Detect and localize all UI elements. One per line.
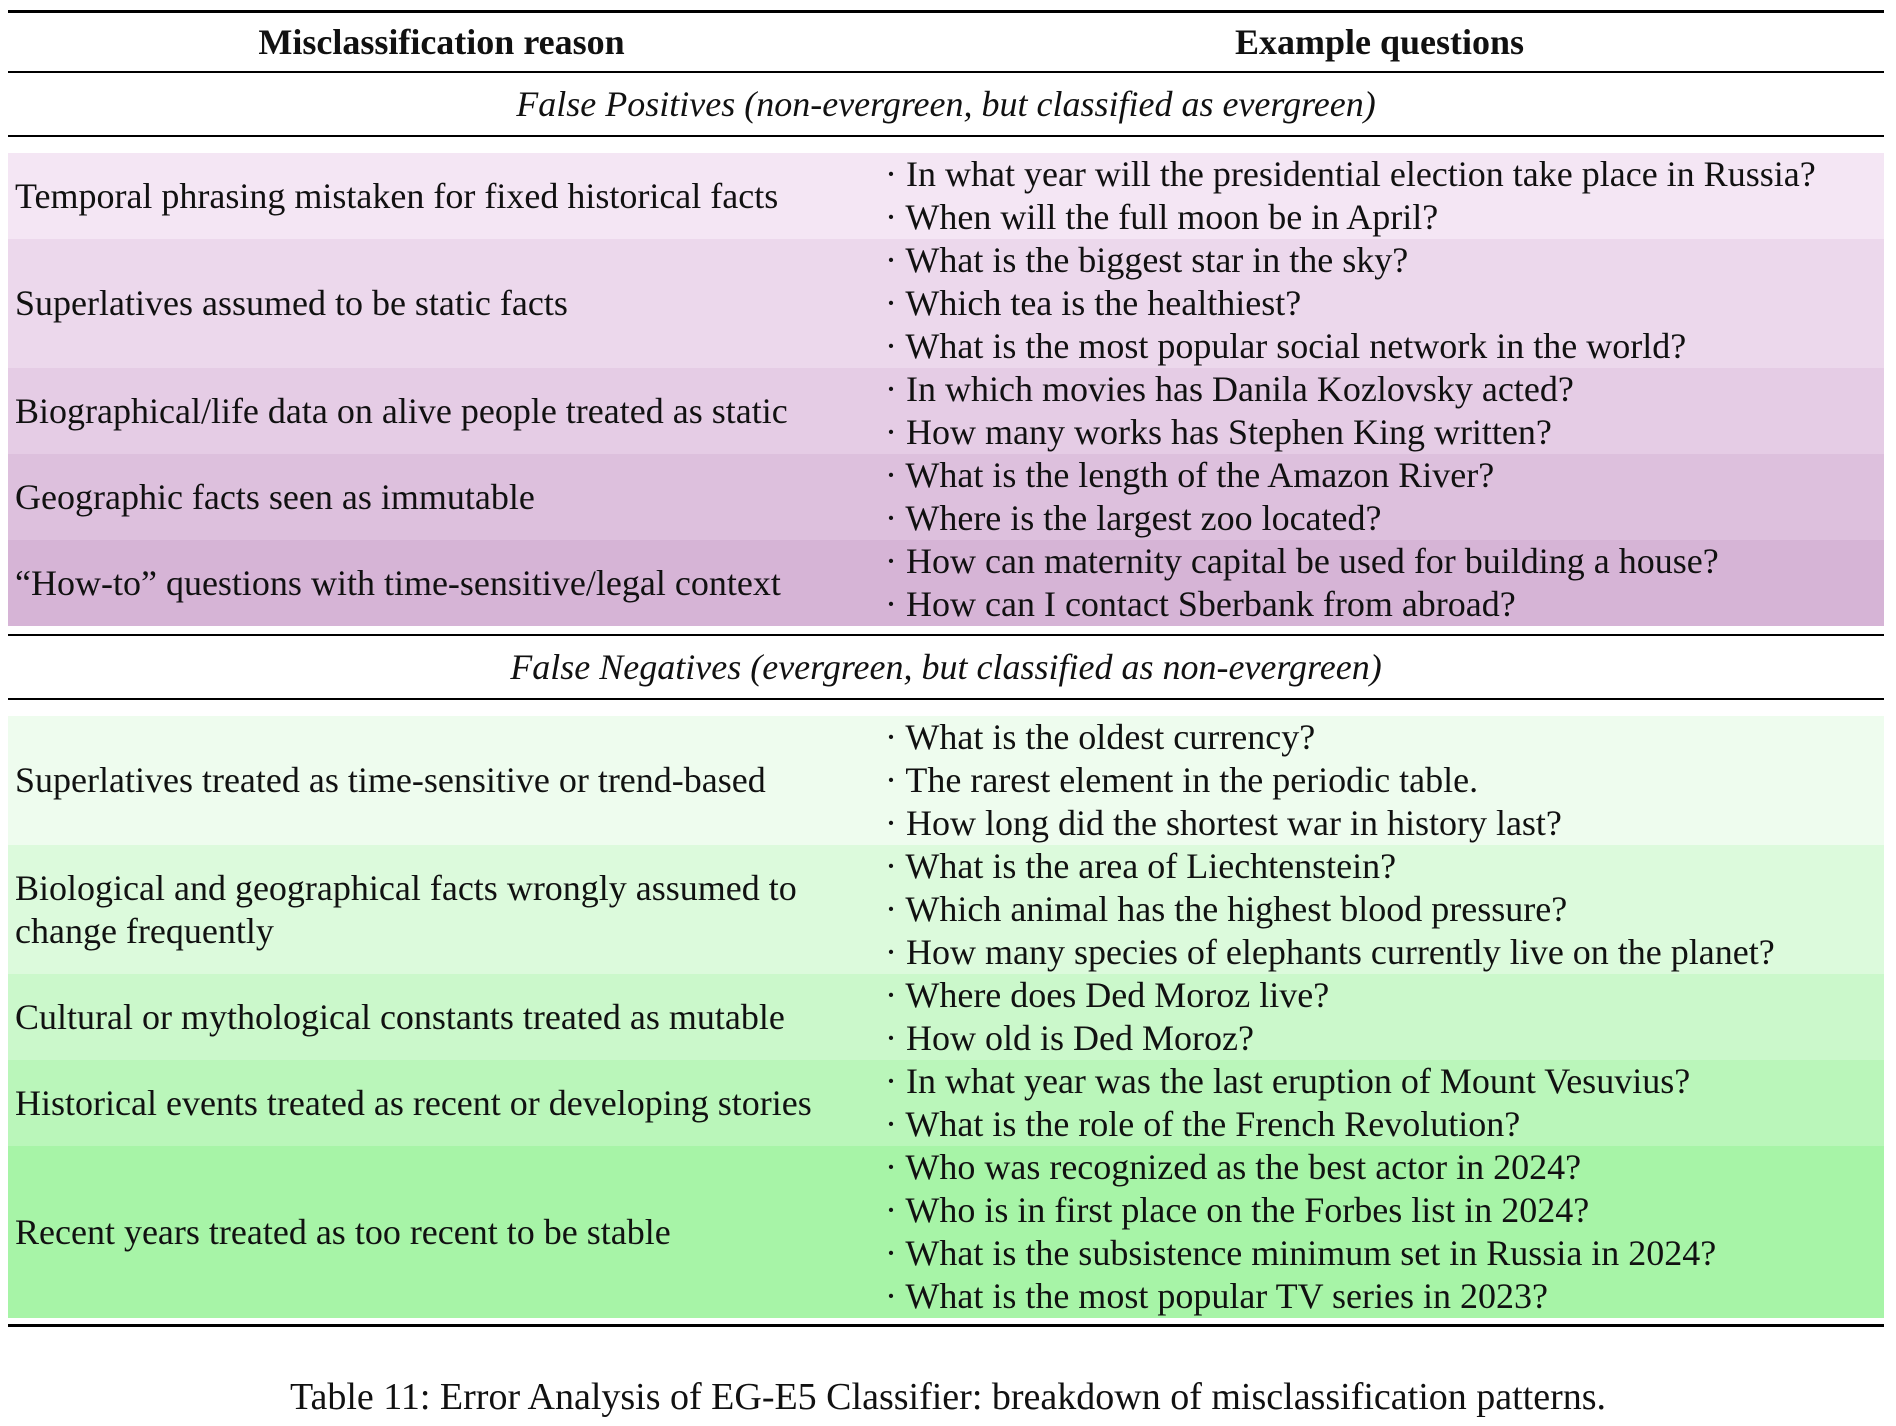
example-text: Which animal has the highest blood pressure? bbox=[905, 889, 1568, 929]
example-question bbox=[885, 931, 1884, 974]
example-text: Who is in first place on the Forbes list in 2024? bbox=[905, 1190, 1590, 1230]
bottom-rule bbox=[8, 1324, 1884, 1327]
example-question bbox=[885, 196, 1884, 239]
reason-cell bbox=[8, 153, 875, 239]
reason-cell bbox=[8, 540, 875, 626]
examples-cell bbox=[875, 368, 1884, 454]
example-question bbox=[885, 974, 1884, 1017]
example-text: In what year will the presidential election take place in Russia? bbox=[906, 154, 1816, 194]
bullet-icon: · bbox=[885, 717, 897, 757]
table-row bbox=[8, 239, 1884, 368]
example-text: How old is Ded Moroz? bbox=[906, 1018, 1254, 1058]
example-question bbox=[885, 1275, 1884, 1318]
header-examples: Example questions bbox=[1234, 22, 1525, 62]
section-title: False Negatives (evergreen, but classified as non-evergreen) bbox=[510, 647, 1382, 687]
bullet-icon: · bbox=[885, 1018, 897, 1058]
table-row bbox=[8, 540, 1884, 626]
example-text: In which movies has Danila Kozlovsky acted? bbox=[906, 369, 1574, 409]
bullet-icon: · bbox=[885, 498, 897, 538]
bullet-icon: · bbox=[885, 412, 897, 452]
example-question bbox=[885, 1017, 1884, 1060]
example-text: Which tea is the healthiest? bbox=[905, 283, 1302, 323]
example-text: What is the most popular social network in the world? bbox=[905, 326, 1687, 366]
examples-cell bbox=[875, 1060, 1884, 1146]
reason-text: Biographical/life data on alive people treated as static bbox=[15, 390, 788, 431]
bullet-icon: · bbox=[885, 803, 897, 843]
example-text: What is the area of Liechtenstein? bbox=[905, 846, 1397, 886]
reason-cell bbox=[8, 1146, 875, 1318]
bullet-icon: · bbox=[885, 1147, 897, 1187]
bullet-icon: · bbox=[885, 541, 897, 581]
bullet-icon: · bbox=[885, 760, 897, 800]
reason-cell bbox=[8, 716, 875, 845]
example-question bbox=[885, 845, 1884, 888]
example-question bbox=[885, 325, 1884, 368]
example-text: What is the length of the Amazon River? bbox=[905, 455, 1495, 495]
bullet-icon: · bbox=[885, 889, 897, 929]
reason-text: Geographic facts seen as immutable bbox=[15, 476, 535, 517]
example-text: How many species of elephants currently live on the planet? bbox=[906, 932, 1775, 972]
bullet-icon: · bbox=[885, 326, 897, 366]
example-text: When will the full moon be in April? bbox=[905, 197, 1439, 237]
bullet-icon: · bbox=[885, 283, 897, 323]
examples-cell bbox=[875, 1146, 1884, 1318]
bullet-icon: · bbox=[885, 154, 897, 194]
example-question bbox=[885, 368, 1884, 411]
examples-cell bbox=[875, 716, 1884, 845]
example-question bbox=[885, 1146, 1884, 1189]
example-text: What is the biggest star in the sky? bbox=[905, 240, 1409, 280]
reason-text: Superlatives treated as time-sensitive or trend-based bbox=[15, 760, 766, 800]
reason-cell bbox=[8, 974, 875, 1060]
example-text: How many works has Stephen King written? bbox=[906, 412, 1552, 452]
example-question bbox=[885, 802, 1884, 845]
error-analysis-table bbox=[8, 0, 1884, 1327]
reason-cell bbox=[8, 454, 875, 540]
example-question bbox=[885, 759, 1884, 802]
example-question bbox=[885, 1189, 1884, 1232]
table-row bbox=[8, 368, 1884, 454]
examples-cell bbox=[875, 239, 1884, 368]
example-text: What is the oldest currency? bbox=[905, 717, 1316, 757]
bullet-icon: · bbox=[885, 455, 897, 495]
header-reason: Misclassification reason bbox=[258, 22, 625, 62]
example-question bbox=[885, 282, 1884, 325]
header-row bbox=[8, 13, 1884, 71]
bullet-icon: · bbox=[885, 240, 897, 280]
example-text: What is the role of the French Revolution? bbox=[905, 1104, 1521, 1144]
example-question bbox=[885, 583, 1884, 626]
table-row bbox=[8, 454, 1884, 540]
table-row bbox=[8, 974, 1884, 1060]
example-text: The rarest element in the periodic table. bbox=[905, 760, 1479, 800]
reason-cell bbox=[8, 845, 875, 974]
table-row bbox=[8, 845, 1884, 974]
reason-text: Cultural or mythological constants treated as mutable bbox=[15, 996, 785, 1037]
bullet-icon: · bbox=[885, 584, 897, 624]
examples-cell bbox=[875, 974, 1884, 1060]
example-question bbox=[885, 716, 1884, 759]
bullet-icon: · bbox=[885, 1276, 897, 1316]
reason-cell bbox=[8, 368, 875, 454]
table-caption: Table 11: Error Analysis of EG-E5 Classifier: breakdown of misclassification patterns. bbox=[289, 1376, 1607, 1418]
bullet-icon: · bbox=[885, 369, 897, 409]
example-text: How can maternity capital be used for building a house? bbox=[906, 541, 1719, 581]
bullet-icon: · bbox=[885, 846, 897, 886]
example-question bbox=[885, 888, 1884, 931]
bullet-icon: · bbox=[885, 1233, 897, 1273]
table-row bbox=[8, 153, 1884, 239]
bullet-icon: · bbox=[885, 1104, 897, 1144]
example-question bbox=[885, 153, 1884, 196]
example-text: How long did the shortest war in history last? bbox=[906, 803, 1562, 843]
bullet-icon: · bbox=[885, 932, 897, 972]
examples-cell bbox=[875, 540, 1884, 626]
bullet-icon: · bbox=[885, 197, 897, 237]
bullet-icon: · bbox=[885, 1061, 897, 1101]
example-text: Who was recognized as the best actor in 2024? bbox=[905, 1147, 1582, 1187]
example-question bbox=[885, 1103, 1884, 1146]
reason-text: “How-to” questions with time-sensitive/legal context bbox=[15, 562, 781, 603]
section-title: False Positives (non-evergreen, but classified as evergreen) bbox=[516, 84, 1376, 124]
example-text: Where is the largest zoo located? bbox=[905, 498, 1382, 538]
example-text: What is the most popular TV series in 2023? bbox=[905, 1276, 1548, 1316]
example-question bbox=[885, 454, 1884, 497]
example-text: Where does Ded Moroz live? bbox=[905, 975, 1330, 1015]
table-row bbox=[8, 716, 1884, 845]
reason-text: Superlatives assumed to be static facts bbox=[15, 283, 568, 323]
table-body bbox=[8, 73, 1884, 1318]
example-question bbox=[885, 239, 1884, 282]
example-question bbox=[885, 1060, 1884, 1103]
examples-cell bbox=[875, 153, 1884, 239]
bullet-icon: · bbox=[885, 975, 897, 1015]
examples-cell bbox=[875, 454, 1884, 540]
reason-text: Historical events treated as recent or developing stories bbox=[15, 1082, 812, 1123]
example-question bbox=[885, 540, 1884, 583]
reason-cell bbox=[8, 1060, 875, 1146]
reason-text: Recent years treated as too recent to be stable bbox=[15, 1211, 671, 1252]
table-row bbox=[8, 1060, 1884, 1146]
example-question bbox=[885, 497, 1884, 540]
bullet-icon: · bbox=[885, 1190, 897, 1230]
example-text: In what year was the last eruption of Mount Vesuvius? bbox=[906, 1061, 1691, 1101]
examples-cell bbox=[875, 845, 1884, 974]
example-text: What is the subsistence minimum set in Russia in 2024? bbox=[905, 1233, 1717, 1273]
table-row bbox=[8, 1146, 1884, 1318]
reason-cell bbox=[8, 239, 875, 368]
example-question bbox=[885, 411, 1884, 454]
reason-text: Temporal phrasing mistaken for fixed historical facts bbox=[15, 175, 779, 216]
example-text: How can I contact Sberbank from abroad? bbox=[906, 584, 1516, 624]
example-question bbox=[885, 1232, 1884, 1275]
reason-text: Biological and geographical facts wrongly assumed to change frequently bbox=[15, 867, 797, 951]
